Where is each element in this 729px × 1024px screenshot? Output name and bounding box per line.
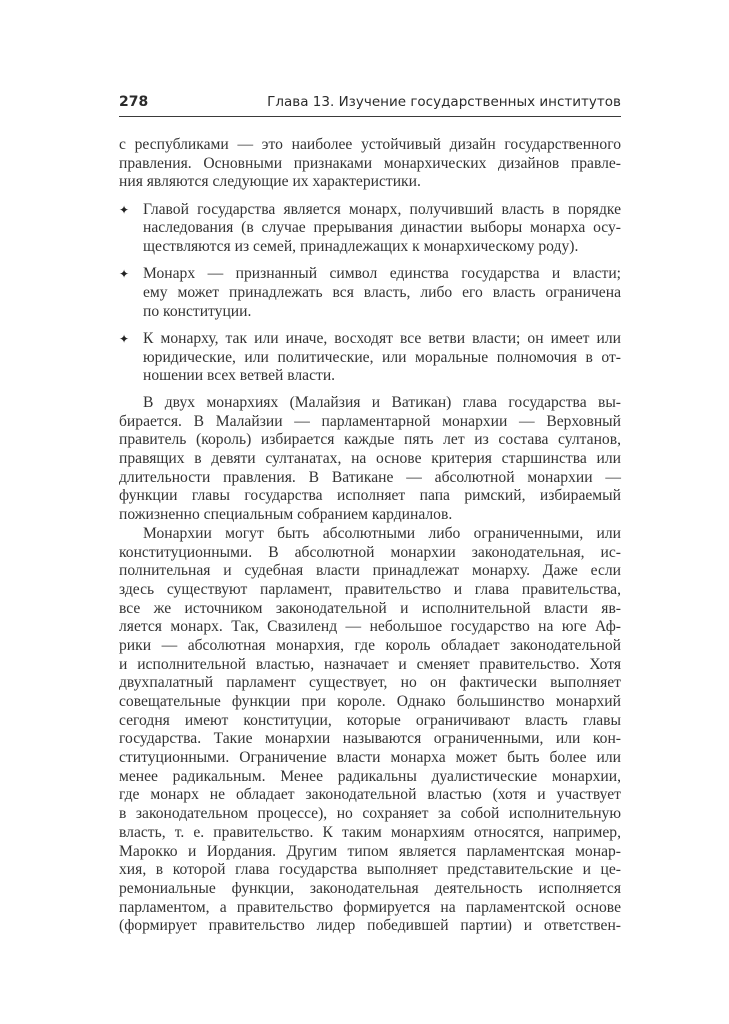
four-pointed-star-icon: ✦ (119, 331, 130, 346)
text-line: все же источником законодательной и исполнительной власти яв- (119, 599, 621, 617)
page-body (119, 136, 621, 936)
running-header (119, 94, 621, 114)
text-line: где монарх не обладает законодательной властью (хотя и участвует (119, 786, 621, 804)
text-line: полнительная и судебная власти принадлежат монарху. Даже если (119, 562, 621, 580)
text-line: сегодня имеют конституции, которые ограничивают власть главы (119, 711, 621, 729)
text-line: бирается. В Малайзии — парламентарной монархии — Верховный (119, 412, 621, 430)
text-line: В двух монархиях (Малайзия и Ватикан) глава государства вы- (143, 394, 621, 412)
text-line: хия, в которой глава государства выполняет представительские и це- (119, 861, 621, 879)
text-line: парламентом, а правительство формируется на парламентской основе (119, 898, 621, 916)
text-line: правления. Основными признаками монархических дизайнов правле- (119, 154, 621, 172)
text-line: Главой государства является монарх, получивший власть в порядке (143, 200, 621, 218)
paragraph (119, 394, 621, 525)
text-line: ношении всех ветвей власти. (143, 367, 336, 385)
list-item (119, 265, 621, 321)
list-item (119, 330, 621, 386)
chapter-title: Глава 13. Изучение государственных институтов (267, 94, 621, 110)
text-line: ляется монарх. Так, Свазиленд — небольшое государство на юге Аф- (119, 618, 621, 636)
text-line: пожизненно специальным собранием кардиналов. (119, 506, 453, 524)
paragraph (119, 525, 621, 936)
text-line: совещательные функции при короле. Однако большинство монархий (119, 693, 621, 711)
text-line: здесь существуют парламент, правительство и глава правительства, (119, 580, 621, 598)
text-line: двухпалатный парламент существует, но он фактически выполняет (119, 674, 621, 692)
text-line: государства. Такие монархии называются ограниченными, или кон- (119, 730, 621, 748)
text-line: по конституции. (143, 302, 252, 320)
text-line: (формирует правительство лидер победившей партии) и ответствен- (119, 917, 621, 935)
list-item (119, 201, 621, 257)
text-line: менее радикальным. Менее радикальны дуалистические монархии, (119, 767, 621, 785)
text-line: ществляются из семей, принадлежащих к монархическому роду). (143, 238, 579, 256)
text-line: функции главы государства исполняет папа римский, избираемый (119, 487, 621, 505)
four-pointed-star-icon: ✦ (119, 267, 130, 282)
text-line: рики — абсолютная монархия, где король обладает законодательной (119, 636, 621, 654)
text-line: Марокко и Иордания. Другим типом является парламентская монар- (119, 842, 621, 860)
text-line: длительности правления. В Ватикане — абсолютной монархии — (119, 468, 621, 486)
intro-paragraph (119, 136, 621, 192)
text-line: юридические, или политические, или моральные полномочия в от- (143, 348, 621, 366)
text-line: ституционными. Ограничение власти монарха может быть более или (119, 749, 621, 767)
page-number: 278 (119, 94, 149, 110)
text-line: власть, т. е. правительство. К таким монархиям относятся, например, (119, 823, 621, 841)
text-line: и исполнительной властью, назначает и сменяет правительство. Хотя (119, 655, 621, 673)
header-divider (119, 116, 621, 117)
text-line: в законодательном процессе), но сохраняет за собой исполнительную (119, 805, 621, 823)
text-line: ему может принадлежать вся власть, либо его власть ограничена (143, 284, 621, 301)
text-line: ремониальные функции, законодательная деятельность исполняется (119, 879, 621, 897)
text-line: Монарх — признанный символ единства государства и власти; (143, 265, 621, 283)
text-line: конституционными. В абсолютной монархии законодательная, ис- (119, 543, 621, 561)
body-paragraphs (119, 394, 621, 936)
text-line: правящих в девяти султанатах, на основе критерия старшинства или (119, 450, 621, 468)
text-line: правитель (король) избирается каждые пять лет из состава султанов, (119, 431, 621, 449)
four-pointed-star-icon: ✦ (119, 202, 130, 217)
text-line: Монархии могут быть абсолютными либо ограниченными, или (143, 524, 621, 542)
bullet-list (119, 201, 621, 386)
text-line: ния являются следующие их характеристики. (119, 173, 421, 191)
text-line: с республиками — это наиболее устойчивый дизайн государственного (119, 136, 621, 153)
text-line: наследования (в случае прерывания династии выборы монарха осу- (143, 219, 621, 237)
text-line: К монарху, так или иначе, восходят все ветви власти; он имеет или (143, 329, 621, 347)
